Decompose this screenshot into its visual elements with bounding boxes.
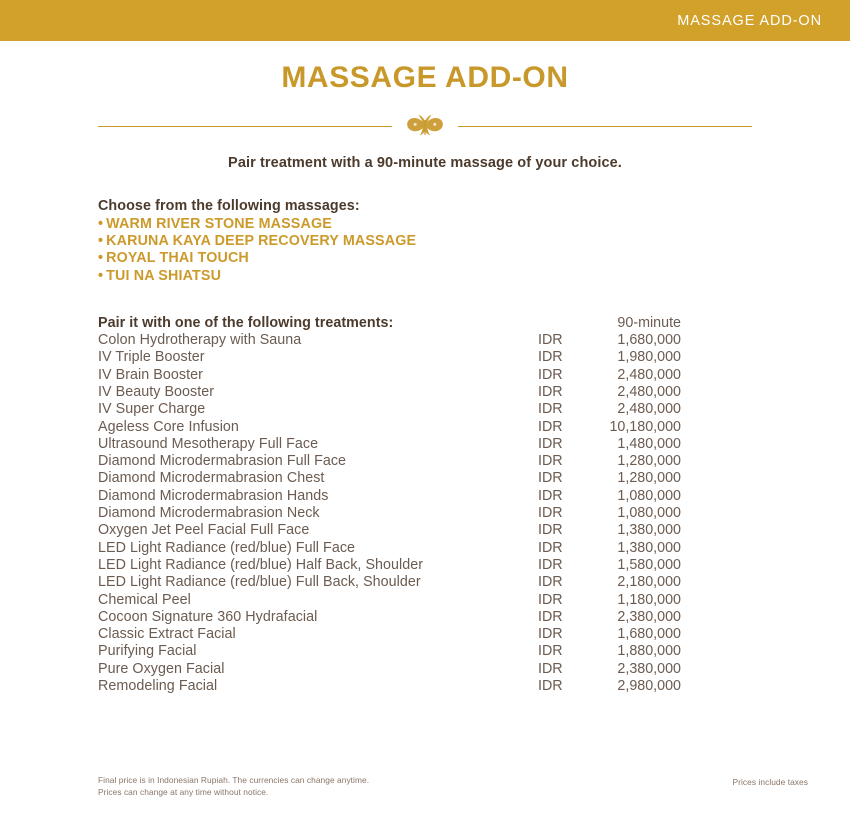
treatment-currency: IDR [538,332,563,349]
butterfly-ornament-icon [402,113,448,143]
treatment-price: 1,980,000 [617,349,681,366]
table-row [98,332,752,349]
massage-option [98,216,752,233]
treatment-currency: IDR [538,643,563,660]
table-row [98,678,752,695]
table-row [98,488,752,505]
treatment-price: 1,380,000 [617,522,681,539]
treatment-currency: IDR [538,574,563,591]
treatment-price: 1,380,000 [617,539,681,556]
massage-option-label: ROYAL THAI TOUCH [106,250,249,267]
treatment-name: Oxygen Jet Peel Facial Full Face [98,522,310,539]
treatment-name: Classic Extract Facial [98,626,236,643]
treatment-name: Pure Oxygen Facial [98,660,225,677]
treatment-currency: IDR [538,539,563,556]
table-row [98,349,752,366]
treatment-name: IV Brain Booster [98,366,203,383]
massage-option [98,268,752,285]
treatment-price: 2,980,000 [617,678,681,695]
treatment-currency: IDR [538,418,563,435]
treatment-name: Diamond Microdermabrasion Neck [98,505,320,522]
footer-note-line-2: Prices can change at any time without notice. [98,786,269,797]
treatment-name: LED Light Radiance (red/blue) Half Back, Shoulder [98,556,424,573]
treatment-currency: IDR [538,678,563,695]
table-row [98,592,752,609]
divider-line-left [98,126,392,127]
table-row [98,609,752,626]
treatment-name: LED Light Radiance (red/blue) Full Back, Shoulder [98,574,421,591]
table-row [98,367,752,384]
treatment-name: Diamond Microdermabrasion Hands [98,487,329,504]
treatment-price: 1,880,000 [617,643,681,660]
footer-taxes-note: Prices include taxes [732,777,808,787]
massage-option-label: KARUNA KAYA DEEP RECOVERY MASSAGE [106,233,417,250]
treatment-currency: IDR [538,453,563,470]
treatment-name: Purifying Facial [98,643,197,660]
massage-choice-heading: Choose from the following massages: [98,198,360,214]
treatment-price: 2,480,000 [617,384,681,400]
content-area [28,198,822,695]
treatment-price: 1,280,000 [617,470,681,487]
top-header-title: MASSAGE ADD-ON [677,12,822,29]
treatment-currency: IDR [538,522,563,539]
treatment-price: 1,180,000 [617,591,681,608]
massage-option [98,250,752,267]
treatment-currency: IDR [538,349,563,366]
treatment-currency: IDR [538,470,563,487]
treatment-price: 2,480,000 [617,366,681,383]
treatment-currency: IDR [538,401,563,418]
treatment-price: 2,180,000 [617,574,681,591]
massage-option-label: WARM RIVER STONE MASSAGE [106,216,332,232]
table-row [98,522,752,539]
treatment-price: 2,380,000 [617,608,681,625]
treatment-name: Ultrasound Mesotherapy Full Face [98,435,319,452]
treatment-currency: IDR [538,384,563,400]
bullet-icon: • [98,233,104,250]
table-row [98,436,752,453]
page-footer [28,775,822,798]
treatment-price: 1,680,000 [617,626,681,643]
massage-option-label: TUI NA SHIATSU [106,267,222,284]
treatment-currency: IDR [538,556,563,573]
table-row [98,401,752,418]
treatment-name: Diamond Microdermabrasion Chest [98,470,325,487]
treatment-price: 2,380,000 [617,660,681,677]
page-content [0,63,850,816]
bullet-icon: • [98,216,104,232]
treatment-currency: IDR [538,487,563,504]
treatment-name: IV Super Charge [98,401,206,418]
treatment-name: Ageless Core Infusion [98,418,239,435]
page-title: MASSAGE ADD-ON [281,61,569,94]
table-row [98,557,752,574]
duration-column-header: 90-minute [617,314,681,331]
page-subtitle: Pair treatment with a 90-minute massage of your choice. [228,155,622,171]
treatment-currency: IDR [538,626,563,643]
treatment-currency: IDR [538,435,563,452]
treatments-table-body [98,332,752,695]
treatments-heading: Pair it with one of the following treatments: [98,314,394,331]
table-row [98,505,752,522]
treatment-price: 1,080,000 [617,505,681,522]
table-row [98,470,752,487]
treatment-currency: IDR [538,591,563,608]
table-row [98,661,752,678]
footer-note-line-1: Final price is in Indonesian Rupiah. The currencies can change anytime. [98,775,370,785]
treatments-section [98,315,752,696]
treatment-price: 1,480,000 [617,435,681,452]
table-row [98,626,752,643]
treatment-currency: IDR [538,608,563,625]
table-row [98,643,752,660]
treatment-currency: IDR [538,505,563,522]
bullet-icon: • [98,250,104,267]
treatment-price: 1,280,000 [617,453,681,470]
divider-line-right [458,126,752,127]
treatment-name: Colon Hydrotherapy with Sauna [98,332,302,349]
table-row [98,540,752,557]
treatment-price: 1,080,000 [617,487,681,504]
treatment-name: Diamond Microdermabrasion Full Face [98,453,347,470]
treatment-name: Remodeling Facial [98,678,218,695]
treatment-currency: IDR [538,660,563,677]
table-row [98,419,752,436]
treatment-name: IV Beauty Booster [98,384,215,400]
table-row [98,453,752,470]
massage-options-list [98,216,752,285]
table-row [98,384,752,401]
treatment-price: 1,580,000 [617,556,681,573]
treatment-name: Chemical Peel [98,591,191,608]
treatment-price: 10,180,000 [609,418,681,435]
massage-choice-section [98,198,752,285]
treatment-name: Cocoon Signature 360 Hydrafacial [98,608,318,625]
treatment-price: 2,480,000 [617,401,681,418]
massage-option [98,233,752,250]
treatments-table-header [98,315,752,332]
treatment-price: 1,680,000 [617,332,681,349]
top-header-bar [0,0,850,41]
treatment-name: LED Light Radiance (red/blue) Full Face [98,539,356,556]
treatment-name: IV Triple Booster [98,349,205,366]
bullet-icon: • [98,267,104,284]
footer-disclaimer [28,775,369,798]
table-row [98,574,752,591]
treatment-currency: IDR [538,366,563,383]
ornament-divider [28,111,822,141]
